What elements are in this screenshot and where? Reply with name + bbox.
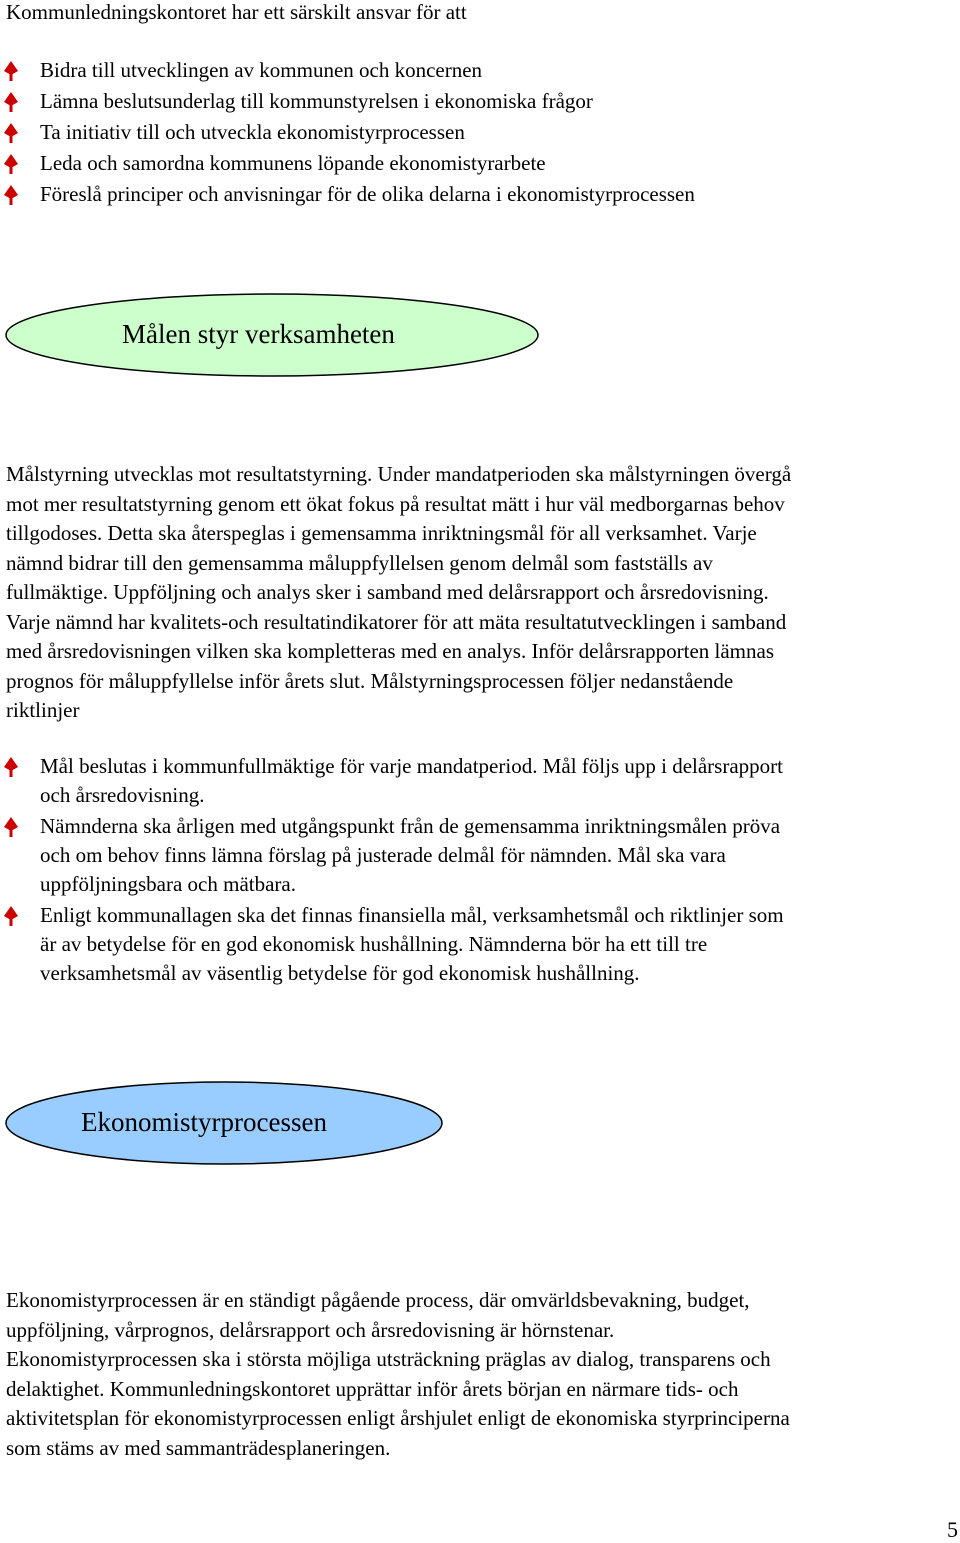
diamond-bullet-icon [4,92,18,112]
diamond-bullet-icon [4,123,18,143]
paragraph-line: prognos för måluppfyllelse inför årets slut. Målstyrningsprocessen följer nedanstående [6,668,734,693]
paragraph-line: Varje nämnd har kvalitets-och resultatindikatorer för att mäta resultatutvecklingen i samband [6,609,787,634]
diamond-bullet-icon [4,185,18,205]
list-item-label: Föreslå principer och anvisningar för de olika delarna i ekonomistyrprocessen [40,182,695,206]
paragraph-line: Ekonomistyrprocessen ska i största möjliga utsträckning präglas av dialog, transparens och [6,1347,771,1371]
list-item-line: Mål beslutas i kommunfullmäktige för varje mandatperiod. Mål följs upp i delårsrapport [40,754,783,778]
list-item-text [40,901,940,988]
list-item-label: Bidra till utvecklingen av kommunen och koncernen [40,58,483,82]
paragraph-line: mot mer resultatstyrning genom ett ökat fokus på resultat mätt i hur väl medborgarnas behov [6,491,785,516]
list-item-label: Leda och samordna kommunens löpande ekonomistyrarbete [40,151,546,175]
list-item-line: verksamhetsmål av väsentlig betydelse för god ekonomisk hushållning. [40,961,640,985]
paragraph-line: som stäms av med sammanträdesplaneringen. [6,1435,391,1460]
guidelines-list [0,752,960,992]
paragraph-line: riktlinjer [6,698,80,722]
page-number: 5 [947,1517,958,1542]
list-item-line: och årsredovisning. [40,783,205,807]
intro-text: Kommunledningskontoret har ett särskilt ansvar för att [6,0,467,24]
diamond-bullet-icon [4,817,18,837]
paragraph-line: Målstyrning utvecklas mot resultatstyrning. Under mandatperioden ska målstyrningen övergå [6,462,792,486]
list-item-line: Enligt kommunallagen ska det finnas finansiella mål, verksamhetsmål och riktlinjer som [40,903,784,927]
paragraph-line: uppföljning, vårprognos, delårsrapport och årsredovisning är hörnstenar. [6,1317,615,1342]
diamond-bullet-icon [4,154,18,174]
list-item-line: och om behov finns lämna förslag på justerade delmål för nämnden. Mål ska vara [40,843,726,867]
list-item-text [40,812,940,899]
list-item-label: Ta initiativ till och utveckla ekonomistyrprocessen [40,120,465,144]
paragraph-line: med årsredovisningen vilken ska kompletteras med en analys. Inför delårsrapporten lämnas [6,639,775,663]
list-item-line: uppföljningsbara och mätbara. [40,872,296,896]
list-item-line: är av betydelse för en god ekonomisk hushållning. Nämnderna bör ha ett till tre [40,932,708,956]
section-heading-economy: Ekonomistyrprocessen [81,1107,327,1137]
paragraph-line: delaktighet. Kommunledningskontoret upprättar inför årets början en närmare tids- och [6,1376,739,1401]
paragraph-goal-steering [6,460,956,726]
list-item-label: Lämna beslutsunderlag till kommunstyrelsen i ekonomiska frågor [40,89,593,113]
paragraph-economy-process [6,1286,956,1463]
list-item-line: Nämnderna ska årligen med utgångspunkt från de gemensamma inriktningsmålen pröva [40,814,781,838]
paragraph-line: nämnd bidrar till den gemensamma måluppfyllelsen genom delmål som fastställs av [6,550,713,575]
responsibility-list [0,55,960,215]
paragraph-line: tillgodoses. Detta ska återspeglas i gemensamma inriktningsmål för all verksamhet. Varje [6,521,757,545]
list-item-text [40,752,940,810]
diamond-bullet-icon [4,61,18,81]
paragraph-line: Ekonomistyrprocessen är en ständigt pågående process, där omvärldsbevakning, budget, [6,1288,750,1312]
diamond-bullet-icon [4,757,18,777]
diamond-bullet-icon [4,906,18,926]
paragraph-line: fullmäktige. Uppföljning och analys sker i samband med delårsrapport och årsredovisning. [6,580,769,604]
section-heading-goals: Målen styr verksamheten [122,319,395,349]
paragraph-line: aktivitetsplan för ekonomistyrprocessen enligt årshjulet enligt de ekonomiska styrprinciperna [6,1406,790,1430]
